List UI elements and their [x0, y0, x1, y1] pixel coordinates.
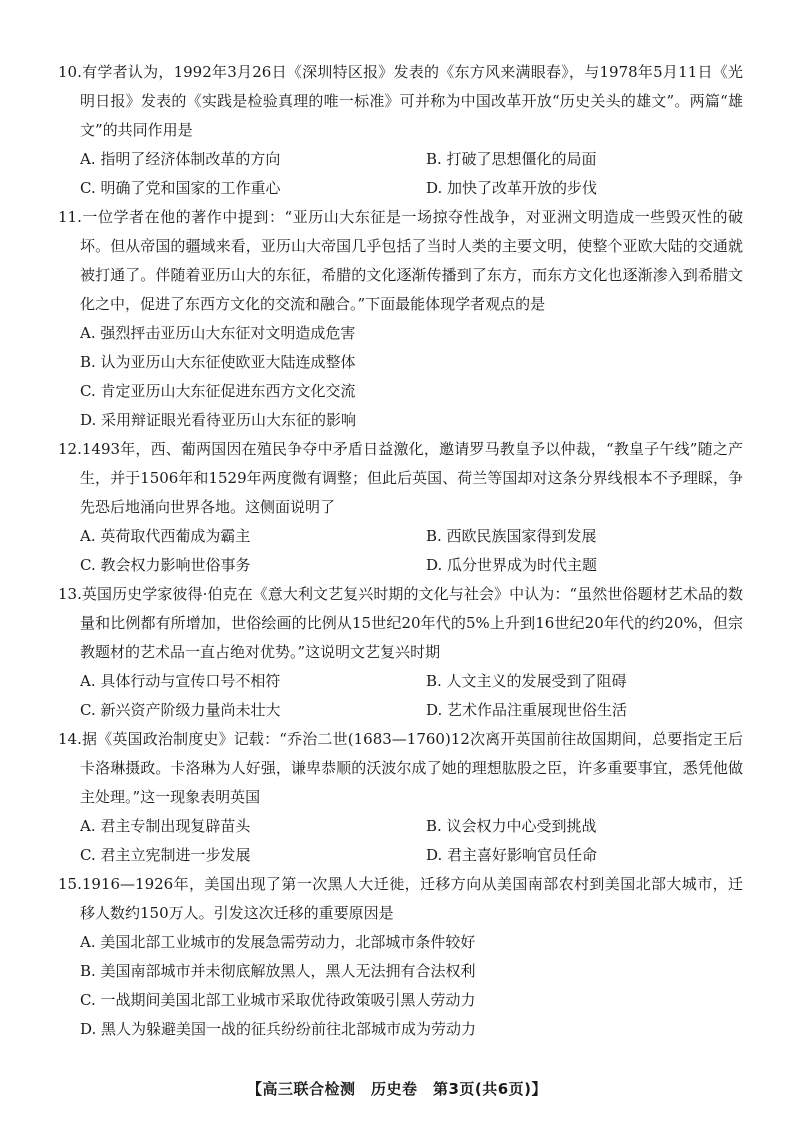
- page-footer: 【高三联合检测 历史卷 第3页(共6页)】: [246, 1080, 548, 1098]
- option-d: D. 黑人为躲避美国一战的征兵纷纷前往北部城市成为劳动力: [80, 1020, 477, 1038]
- option-a: A. 具体行动与宣传口号不相符: [80, 672, 281, 690]
- option-b: B. 打破了思想僵化的局面: [426, 150, 597, 168]
- option-d: D. 采用辩证眼光看待亚历山大东征的影响: [80, 411, 357, 429]
- question-11: [58, 203, 743, 435]
- question-12: [58, 435, 743, 580]
- option-d: D. 君主喜好影响官员任命: [426, 846, 598, 864]
- option-c: C. 君主立宪制进一步发展: [80, 846, 251, 864]
- option-d: D. 加快了改革开放的步伐: [426, 179, 598, 197]
- question-15: [58, 870, 743, 1044]
- option-d: D. 瓜分世界成为时代主题: [426, 556, 598, 574]
- option-b: B. 人文主义的发展受到了阻碍: [426, 672, 627, 690]
- question-10: [58, 58, 743, 203]
- option-c: C. 明确了党和国家的工作重心: [80, 179, 281, 197]
- question-stem: 11.一位学者在他的著作中提到：“亚历山大东征是一场掠夺性战争，对亚洲文明造成一些毁灭性的破坏。但从帝国的疆域来看，亚历山大帝国几乎包括了当时人类的主要文明，使整个亚欧大陆的交通就被打通了。伴随着亚历山大的东征，希腊的文化逐渐传播到了东方，而东方文化也逐渐渗入到希腊文化之中，促进了东西方文化的交流和融合。”下面最能体现学者观点的是: [58, 208, 743, 313]
- option-list: [58, 319, 743, 435]
- option-a: A. 英荷取代西葡成为霸主: [80, 527, 251, 545]
- option-b: B. 议会权力中心受到挑战: [426, 817, 597, 835]
- option-list: [58, 145, 743, 203]
- option-a: A. 强烈抨击亚历山大东征对文明造成危害: [80, 324, 356, 342]
- option-c: C. 教会权力影响世俗事务: [80, 556, 251, 574]
- question-13: [58, 580, 743, 725]
- option-c: C. 肯定亚历山大东征促进东西方文化交流: [80, 382, 356, 400]
- option-list: [58, 812, 743, 870]
- question-stem: 15.1916—1926年，美国出现了第一次黑人大迁徙，迁移方向从美国南部农村到美国北部大城市，迁移人数约150万人。引发这次迁移的重要原因是: [58, 875, 743, 922]
- option-d: D. 艺术作品注重展现世俗生活: [426, 701, 628, 719]
- question-stem: 13.英国历史学家彼得·伯克在《意大利文艺复兴时期的文化与社会》中认为：“虽然世俗题材艺术品的数量和比例都有所增加，世俗绘画的比例从15世纪20年代的5%上升到16世纪20年代的约20%，但宗教题材的艺术品一直占绝对优势。”这说明文艺复兴时期: [58, 585, 743, 661]
- question-stem: 10.有学者认为，1992年3月26日《深圳特区报》发表的《东方风来满眼春》，与1978年5月11日《光明日报》发表的《实践是检验真理的唯一标准》可并称为中国改革开放“历史关头的雄文”。两篇“雄文”的共同作用是: [58, 63, 743, 139]
- option-list: [58, 928, 743, 1044]
- option-list: [58, 522, 743, 580]
- question-stem: 12.1493年，西、葡两国因在殖民争夺中矛盾日益激化，邀请罗马教皇予以仲裁，“教皇子午线”随之产生，并于1506年和1529年两度微有调整；但此后英国、荷兰等国却对这条分界线根本不予理睬，争先恐后地涌向世界各地。这侧面说明了: [58, 440, 743, 516]
- option-a: A. 指明了经济体制改革的方向: [80, 150, 281, 168]
- option-b: B. 认为亚历山大东征使欧亚大陆连成整体: [80, 353, 356, 371]
- option-c: C. 新兴资产阶级力量尚未壮大: [80, 701, 281, 719]
- option-a: A. 美国北部工业城市的发展急需劳动力，北部城市条件较好: [80, 933, 476, 951]
- option-list: [58, 667, 743, 725]
- exam-page: [58, 58, 743, 1044]
- option-b: B. 美国南部城市并未彻底解放黑人，黑人无法拥有合法权利: [80, 962, 476, 980]
- question-stem: 14.据《英国政治制度史》记载：“乔治二世(1683—1760)12次离开英国前往故国期间，总要指定王后卡洛琳摄政。卡洛琳为人好强，谦卑恭顺的沃波尔成了她的理想肱股之臣，许多重要事宜，悉凭他做主处理。”这一现象表明英国: [58, 730, 743, 806]
- option-b: B. 西欧民族国家得到发展: [426, 527, 597, 545]
- option-a: A. 君主专制出现复辟苗头: [80, 817, 251, 835]
- question-14: [58, 725, 743, 870]
- option-c: C. 一战期间美国北部工业城市采取优待政策吸引黑人劳动力: [80, 991, 476, 1009]
